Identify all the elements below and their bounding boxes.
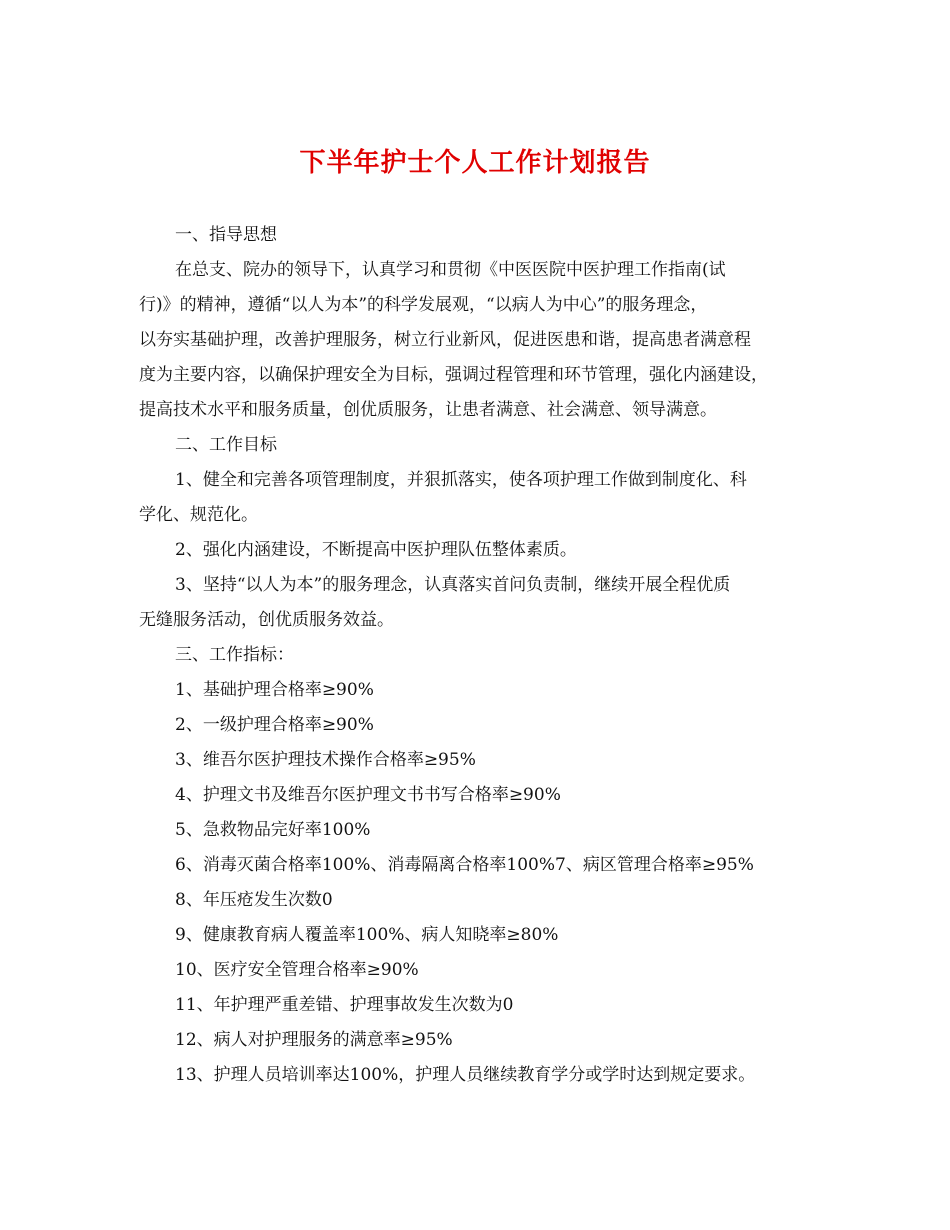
text-line: 以夯实基础护理，改善护理服务，树立行业新风，促进医患和谐，提高患者满意程 [139, 330, 751, 350]
text-line: 12、病人对护理服务的满意率≥95% [175, 1030, 453, 1050]
text-line: 三、工作指标： [175, 645, 294, 665]
document-title: 下半年护士个人工作计划报告 [299, 148, 651, 178]
text-line: 4、护理文书及维吾尔医护理文书书写合格率≥90% [175, 785, 561, 805]
text-line: 8、年压疮发生次数0 [175, 890, 333, 910]
text-line: 一、指导思想 [175, 225, 277, 245]
text-line: 10、医疗安全管理合格率≥90% [175, 960, 419, 980]
text-line: 6、消毒灭菌合格率100%、消毒隔离合格率100%7、病区管理合格率≥95% [175, 855, 754, 875]
text-line: 行)》的精神，遵循“以人为本”的科学发展观，“以病人为中心”的服务理念， [139, 295, 708, 315]
text-line: 9、健康教育病人覆盖率100%、病人知晓率≥80% [175, 925, 559, 945]
text-line: 1、基础护理合格率≥90% [175, 680, 374, 700]
text-line: 无缝服务活动，创优质服务效益。 [139, 610, 394, 630]
text-line: 在总支、院办的领导下，认真学习和贯彻《中医医院中医护理工作指南(试 [175, 260, 726, 280]
text-line: 5、急救物品完好率100% [175, 820, 371, 840]
document-body [139, 218, 815, 1093]
text-line: 11、年护理严重差错、护理事故发生次数为0 [175, 995, 514, 1015]
text-line: 学化、规范化。 [139, 505, 258, 525]
text-line: 2、强化内涵建设，不断提高中医护理队伍整体素质。 [175, 540, 577, 560]
text-line: 3、维吾尔医护理技术操作合格率≥95% [175, 750, 476, 770]
text-line: 3、坚持“以人为本”的服务理念，认真落实首问负责制，继续开展全程优质 [175, 575, 731, 595]
text-line: 1、健全和完善各项管理制度，并狠抓落实，使各项护理工作做到制度化、科 [175, 470, 747, 490]
text-line: 2、一级护理合格率≥90% [175, 715, 374, 735]
text-line: 13、护理人员培训率达100%，护理人员继续教育学分或学时达到规定要求。 [175, 1065, 756, 1085]
text-line: 二、工作目标 [175, 435, 277, 455]
text-line: 提高技术水平和服务质量，创优质服务，让患者满意、社会满意、领导满意。 [139, 400, 717, 420]
text-line: 度为主要内容，以确保护理安全为目标，强调过程管理和环节管理，强化内涵建设， [139, 365, 768, 385]
